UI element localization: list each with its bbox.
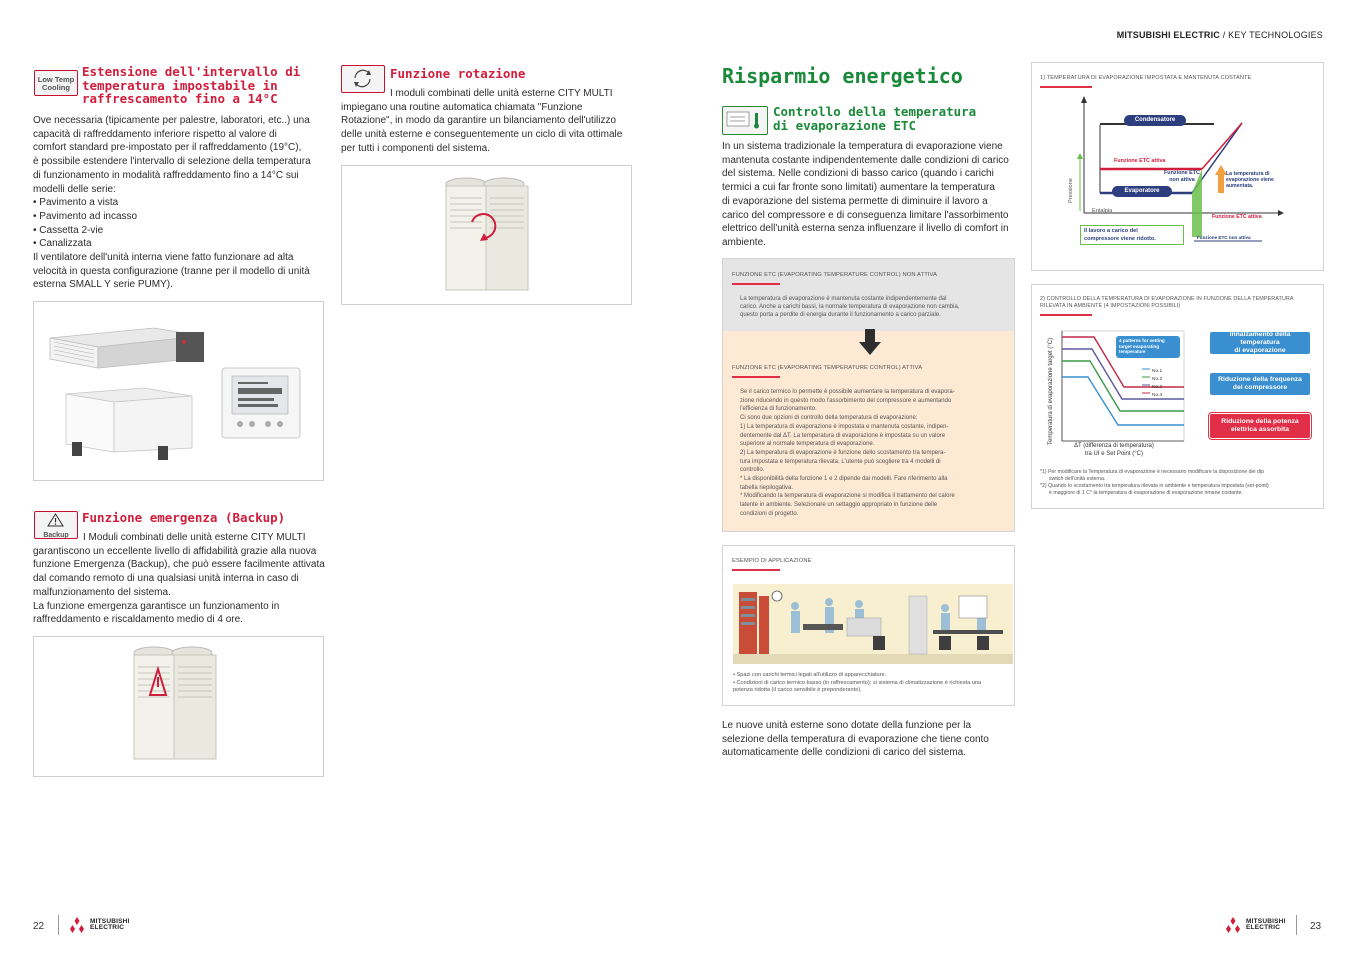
flow-power-reduction: Riduzione della potenza elettrica assorbita <box>1210 414 1310 438</box>
condensatore-pill: Condensatore <box>1124 115 1186 126</box>
etc-non-attiva-bottom: Funzione ETC non attiva <box>1197 235 1251 240</box>
etc-comparison-panel <box>722 258 1015 532</box>
etc-on-label: FUNZIONE ETC (EVAPORATING TEMPERATURE CONTROL) ATTIVA <box>732 365 923 371</box>
chart2-title: 2) CONTROLLO DELLA TEMPERATURA DI EVAPORAZIONE IN FUNZIONE DELLA TEMPERATURA RILEVATA IN AMBIENTE (4 IMPOSTAZIONI POSSIBILI) <box>1040 296 1294 309</box>
low-temp-cooling-icon: Low Temp Cooling <box>34 70 78 96</box>
mitsubishi-diamonds-icon <box>1224 917 1242 933</box>
chart1-panel <box>1031 62 1324 271</box>
header-brand: MITSUBISHI ELECTRIC <box>1116 30 1220 40</box>
indoor-units-illustration <box>34 302 323 480</box>
footer-divider-left <box>58 915 59 935</box>
rotation-unit-figure <box>341 165 632 305</box>
mitsubishi-diamonds-icon <box>68 917 86 933</box>
etc-off-label: FUNZIONE ETC (EVAPORATING TEMPERATURE CONTROL) NON ATTIVA <box>732 272 938 278</box>
right-footer-logo: MITSUBISHI ELECTRIC <box>1224 917 1286 933</box>
etc-off-section <box>723 259 1014 331</box>
compressor-work-box: Il lavoro a carico del compressore viene ridotto. <box>1080 225 1184 245</box>
etc-attiva-label: Funzione ETC attiva <box>1114 158 1166 164</box>
chart2-ylabel: Temperatura di evaporazione target (°C) <box>1048 337 1054 445</box>
rotation-body: I moduli combinati delle unità esterne CITY MULTI impiegano una routine automatica chiamata "Funzione Rotazione", in modo da garantire un bilanciamento dell'utilizzo delle unità esterne e conseguentemente un ciclo di vita ottimale per tutti i componenti del sistema. <box>341 88 623 154</box>
rotation-title: Funzione rotazione <box>390 66 526 81</box>
low-temp-body: Ove necessaria (tipicamente per palestre, laboratori, etc..) una capacità di raffreddamento inferiore rispetto al valore di comfort standard pre-impostato per il raffreddamento (19°C), è possibile estendere l'intervallo di selezione della temperatura di funzionamento in modalità raffreddamento fino a 14°C sui modelli delle serie: • Pavimento a vista • Pavimento ad incasso • Cassetta 2-vie • Canalizzata Il ventilatore dell'unità interna viene fatto funzionare ad alta velocità in questa configurazione (tranne per il modello di unità esterna SMALL Y serie PUMY). <box>33 115 311 291</box>
evaporatore-pill: Evaporatore <box>1112 186 1172 197</box>
chart2-panel <box>1031 284 1324 509</box>
pressione-label: Pressione <box>1068 178 1074 203</box>
down-arrow-icon <box>859 329 881 357</box>
backup-warning-icon: Backup <box>34 511 78 539</box>
etc-on-section <box>723 331 1014 531</box>
footer-divider-right <box>1296 915 1297 935</box>
backup-title: Funzione emergenza (Backup) <box>82 510 286 525</box>
chart2-notes: *1) Per modificare la Temperatura di evaporazione è necessario modificare la disposizione dei dip switch dell'unità esterna. *2) Quando lo scostamento tra temperatura rilevata in ambiente e temperatura impostata (set-point) è maggiore di 1 C° la temperatura di evaporazione di evaporazione rimane costante. <box>1040 469 1269 496</box>
indoor-units-figure <box>33 301 324 481</box>
etc-attiva-2-label: Funzione ETC attiva <box>1212 214 1262 220</box>
etc-body: In un sistema tradizionale la temperatura di evaporazione viene mantenuta costante indipendentemente dalle condizioni di carico del sistema. Nelle condizioni di basso carico (quando i carichi termici a cui far fronte sono limitati) aumentare la temperatura di evaporazione del sistema permette di diminuire il lavoro a carico del compressore e di conseguenza limitare l'assorbimento elettrico dell'unità esterna senza influenzare il livello di comfort in ambiente. <box>722 141 1009 248</box>
backup-unit-figure <box>33 636 324 777</box>
chart2-xlabel: ΔT (differenza di temperatura) tra UI e Set Point (°C) <box>1074 443 1154 457</box>
entalpia-label: Entalpia <box>1092 208 1113 214</box>
chart1-title: 1) TEMPERATURA DI EVAPORAZIONE IMPOSTATA E MANTENUTA COSTANTE <box>1040 75 1252 81</box>
etc-icon <box>722 106 768 135</box>
application-example-label: ESEMPIO DI APPLICAZIONE <box>732 558 812 564</box>
chart2-legend: No.1 No.2 No.3 No.4 <box>1152 369 1163 398</box>
left-footer-logo: MITSUBISHI ELECTRIC <box>68 917 130 933</box>
closing-text: Le nuove unità esterne sono dotate della funzione per la selezione della temperatura di evaporazione che tiene conto automaticamente delle condizioni di carico del sistema. <box>722 720 989 759</box>
page-header <box>1117 30 1323 40</box>
application-example-panel <box>722 545 1015 706</box>
application-example-notes: • Spazi con carichi termici legati all'utilizzo di apparecchiature. • Condizioni di carico termico basso (in raffrescamento); si sistema di climatizzazione è richiesta una potenza ridotta (il carico sensibile è preponderante). <box>733 672 982 693</box>
low-temp-title: Estensione dell'intervallo di temperatura impostabile in raffrescamento fino a 14°C <box>82 64 301 106</box>
temp-raised-note: La temperatura di evaporazione viene aumentata. <box>1226 171 1274 190</box>
office-scene-illustration <box>733 584 1013 664</box>
warning-triangle-icon <box>35 513 76 527</box>
backup-body: I Moduli combinati delle unità esterne CITY MULTI garantiscono un eccellente livello di affidabilità grazie alla nuova funzione Emergenza (Backup), che può essere facilmente attivata dal comando remoto di una qualsiasi unità interna in caso di malfunzionamento del sistema. La funzione emergenza garantisce un funzionamento in raffreddamento e riscaldamento medio di 4 ore. <box>33 532 325 626</box>
etc-off-text: La temperatura di evaporazione è mantenuta costante indipendentemente dal carico. Anche a carichi bassi, la normale temperatura di evaporazione non cambia, questo porta a perdite di energia durante il funzionamento a carico parziale. <box>740 296 960 318</box>
etc-thermometer-icon <box>725 109 765 132</box>
right-page-number: 23 <box>1310 921 1322 932</box>
etc-title: Controllo della temperatura di evaporazione ETC <box>773 104 977 133</box>
flow-compressor-frequency: Riduzione della frequenza del compressore <box>1210 373 1310 395</box>
flow-evaporation-raise: Innalzamento della temperatura di evaporazione <box>1210 332 1310 354</box>
etc-on-text: Se il carico termico lo permette è possibile aumentare la temperatura di evapora- zione riducendo in questo modo l'assorbimento del compressore e aumentando l'efficienza di funzionamento. Ci sono due opzioni di controllo della temperatura di evaporazione: 1) La temperatura di evaporazione è impostata e mantenuta costante, indipen- dentemente dal ΔT. La temperatura di evaporazione è impostata su un valore superiore al normale temperatura di evaporazione. 2) La temperatura di evaporazione è funzione dello scostamento tra tempera- tura impostata e temperatura rilevata. L'utente può scegliere tra 4 modelli di controllo. * La disponibilità della funzione 1 e 2 dipende dai modelli. Fare riferimento alla tabella riepilogativa. * Modificando la temperatura di evaporazione si modifica il trattamento del calore latente in ambiente. Selezionare un settaggio appropriato in funzione delle condizioni di progetto. <box>740 389 955 517</box>
main-title: Risparmio energetico <box>722 64 963 88</box>
etc-non-attiva-label: Funzione ETC non attiva <box>1164 170 1200 183</box>
left-page-number: 22 <box>33 921 45 932</box>
outdoor-unit-backup-illustration <box>34 637 323 776</box>
header-section: / KEY TECHNOLOGIES <box>1220 30 1323 40</box>
patterns-pill: 4 patterns for setting target evaporating temperature <box>1116 336 1180 358</box>
outdoor-unit-rotation-illustration <box>342 166 631 304</box>
